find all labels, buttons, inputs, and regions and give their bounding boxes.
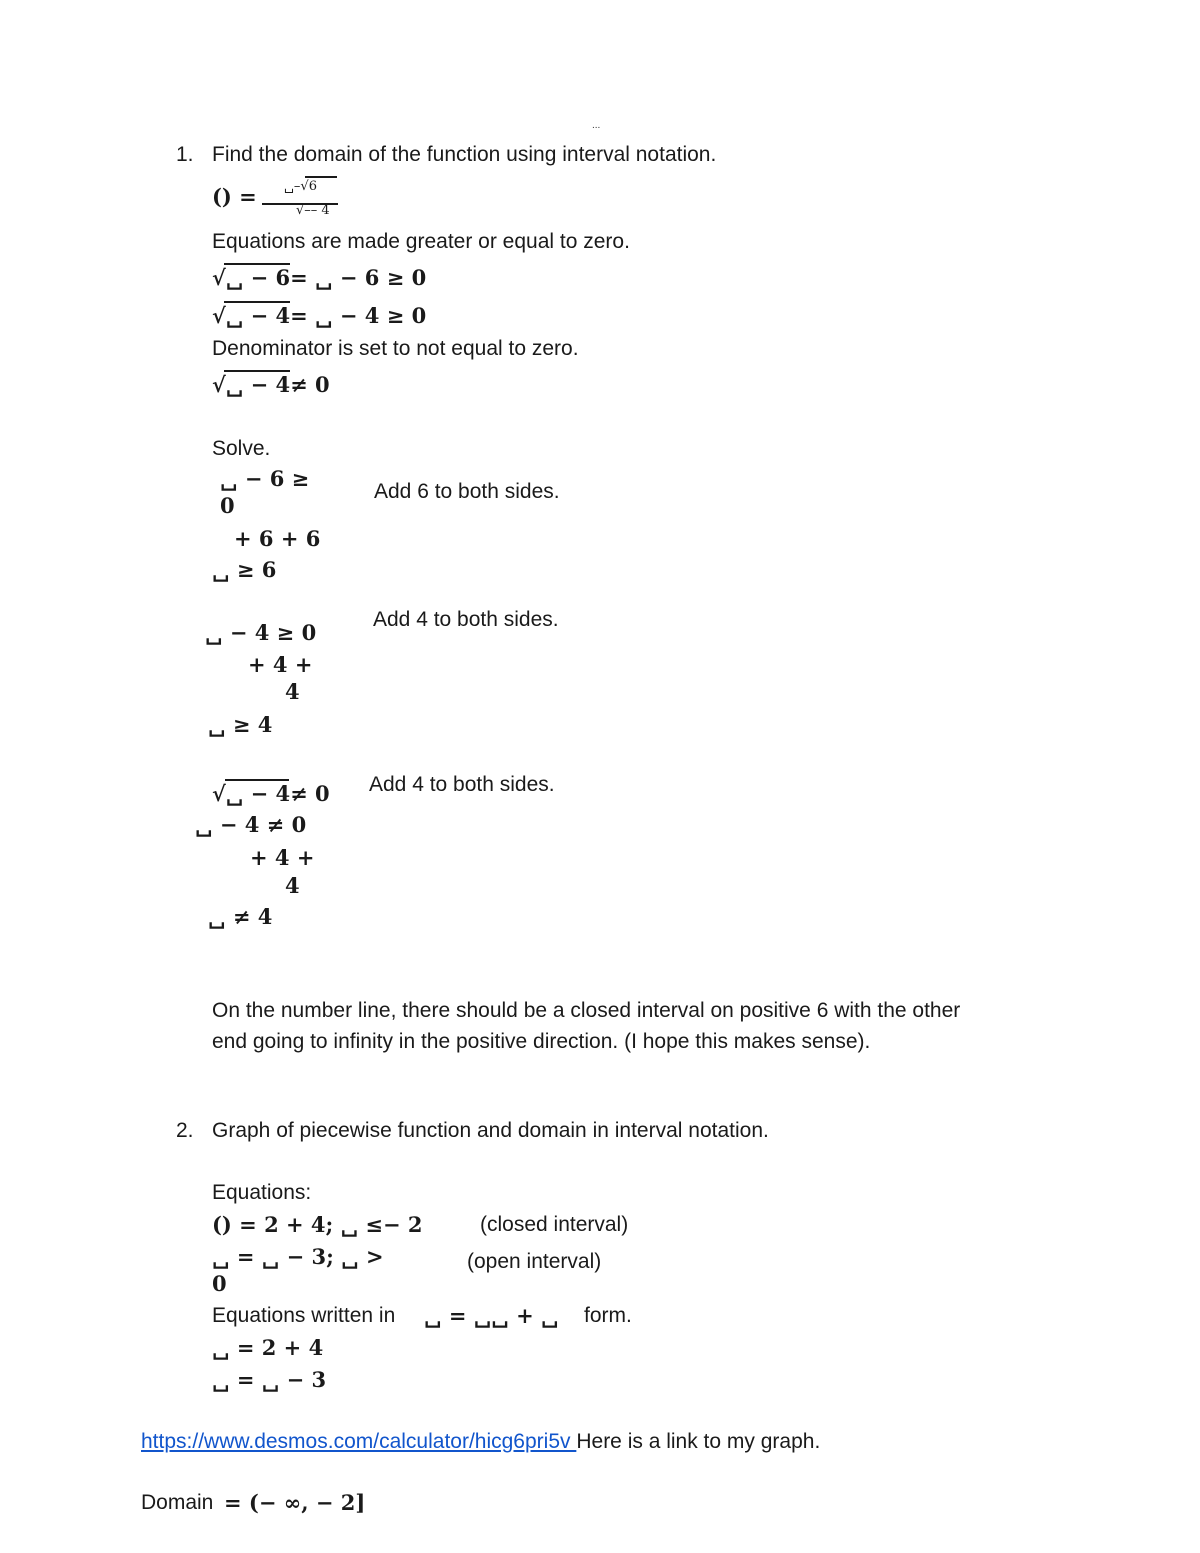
s1-line1: ␣ − 6 ≥ [220,466,310,491]
q1-denominator: √–– 4 [296,203,330,218]
s2-line3: 4 [285,679,300,704]
q1-eq3: √␣ − 4≠ 0 [212,372,330,397]
s2-line1: ␣ − 4 ≥ 0 [205,620,317,645]
desmos-link-caption: Here is a link to my graph. [576,1430,821,1453]
q1-numerator-radical-bar [305,176,337,178]
q1-conclusion-line2: end going to infinity in the positive direction. (I hope this makes sense). [212,1030,871,1053]
q1-eq1: √␣ − 6= ␣ − 6 ≥ 0 [212,265,427,290]
q2-equations-label: Equations: [212,1181,312,1204]
q2-line1: ␣ = 2 + 4 [212,1335,324,1360]
q1-denominator-note: Denominator is set to not equal to zero. [212,337,579,360]
q1-function-name: () = [212,184,257,209]
desmos-link[interactable]: https://www.desmos.com/calculator/hicg6pri5v [141,1430,577,1453]
q1-number: 1. [176,143,194,166]
s1-note: Add 6 to both sides. [374,480,560,503]
s1-line2: 0 [220,493,235,518]
header-mark: ... [592,120,601,131]
s1-line4: ␣ ≥ 6 [212,557,277,582]
q1-conclusion-line1: On the number line, there should be a closed interval on positive 6 with the other [212,999,961,1022]
q2-piece1: () = 2 + 4; ␣ ≤− 2 [212,1212,423,1237]
s1-line3: + 6 + 6 [234,526,321,551]
s2-note: Add 4 to both sides. [373,608,559,631]
s3-line2: ␣ − 4 ≠ 0 [195,812,307,837]
s3-line1: √␣ − 4≠ 0 [212,781,330,806]
q2-line2: ␣ = ␣ − 3 [212,1367,327,1392]
s2-line2: + 4 + [248,652,313,677]
q2-form-prefix: Equations written in [212,1304,396,1327]
q1-eq2: √␣ − 4= ␣ − 4 ≥ 0 [212,303,427,328]
q1-prompt: Find the domain of the function using interval notation. [212,143,717,166]
q2-number: 2. [176,1119,194,1142]
q2-piece1-note: (closed interval) [480,1213,629,1236]
graph-link-row [141,1429,820,1455]
s3-note: Add 4 to both sides. [369,773,555,796]
s3-line5: ␣ ≠ 4 [208,904,273,929]
q1-numerator: ␣–√6 [284,179,317,194]
q2-piece2: ␣ = ␣ − 3; ␣ > [212,1244,384,1269]
q2-piece2-note: (open interval) [467,1250,602,1273]
q1-equations-note: Equations are made greater or equal to zero. [212,230,630,253]
q2-form-suffix: form. [584,1304,632,1327]
q2-form-math: ␣ = ␣␣ + ␣ [424,1303,559,1328]
domain-label: Domain [141,1491,214,1514]
domain-answer: = (− ∞, − 2] [224,1490,366,1515]
q2-piece2-zero: 0 [212,1271,227,1296]
q1-solve-label: Solve. [212,437,271,460]
s3-line4: 4 [285,873,300,898]
s2-line4: ␣ ≥ 4 [208,712,273,737]
q2-prompt: Graph of piecewise function and domain in interval notation. [212,1119,769,1142]
s3-line3: + 4 + [250,845,315,870]
